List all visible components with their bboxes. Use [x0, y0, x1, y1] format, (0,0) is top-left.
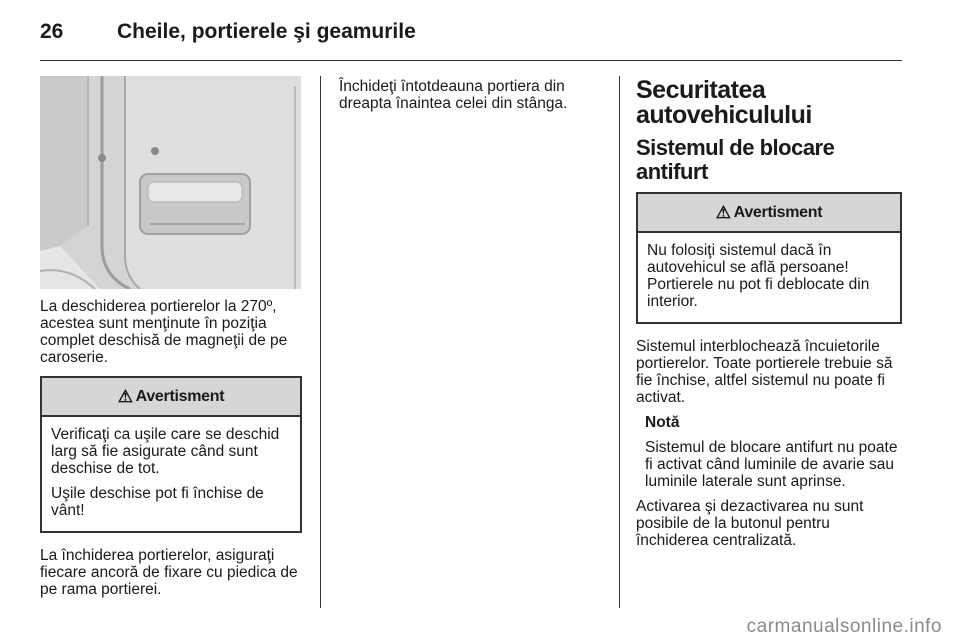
watermark: carmanualsonline.info — [746, 616, 942, 637]
paragraph-close-order: Închideţi întotdeauna portiera din dreapta înaintea celei din stânga. — [339, 78, 568, 112]
running-title: Cheile, portierele şi geamurile — [117, 20, 416, 43]
warning-text-1: Verificaţi ca uşile care se deschid larg să fie asigurate când sunt deschise de tot. — [51, 426, 280, 477]
column-divider-left — [320, 76, 321, 608]
warning-triangle-icon: ⚠ — [715, 203, 731, 222]
warning-header — [42, 378, 300, 417]
warning-heading: Avertisment — [733, 204, 823, 221]
note-text: Sistemul de blocare antifurt nu poate fi activat când luminile de avarie sau luminile laterale sunt aprinse. — [645, 439, 898, 490]
middle-column — [339, 78, 601, 120]
subsection-heading: Sistemul de blocare antifurt — [636, 135, 835, 184]
warning-triangle-icon: ⚠ — [117, 387, 133, 406]
warning-box-right — [636, 192, 902, 324]
warning-box-left — [40, 376, 302, 533]
warning-body — [42, 417, 300, 531]
paragraph-magnets: La deschiderea portierelor la 270º, acestea sunt menţinute în poziţia complet deschisă de magneţii de pe caroserie. — [40, 298, 288, 366]
left-column — [40, 298, 302, 606]
column-divider-right — [619, 76, 620, 608]
warning-text-2: Uşile deschise pot fi închise de vânt! — [51, 485, 264, 519]
page-number: 26 — [40, 20, 64, 43]
warning-body — [638, 233, 900, 322]
note-title: Notă — [645, 414, 680, 431]
warning-heading: Avertisment — [135, 388, 225, 405]
paragraph-anchors: La închiderea portierelor, asiguraţi fiecare ancoră de fixare cu piedica de pe rama portierei. — [40, 547, 298, 598]
paragraph-interlock: Sistemul interblochează încuietorile portierelor. Toate portierele trebuie să fie închise, altfel sistemul nu poate fi activat. — [636, 338, 893, 406]
note-block — [636, 414, 902, 490]
warning-header — [638, 194, 900, 233]
paragraph-central-locking: Activarea şi dezactivarea nu sunt posibile de la butonul pentru închiderea centralizată. — [636, 498, 864, 549]
section-heading: Securitatea autovehiculului — [636, 76, 812, 129]
door-figure — [40, 76, 301, 289]
door-interior-handle-illustration — [40, 76, 301, 289]
warning-text-1: Nu folosiţi sistemul dacă în autovehicul se află persoane! Portierele nu pot fi deblocate din interior. — [647, 242, 870, 310]
right-column — [636, 78, 902, 557]
header-rule — [40, 60, 902, 61]
